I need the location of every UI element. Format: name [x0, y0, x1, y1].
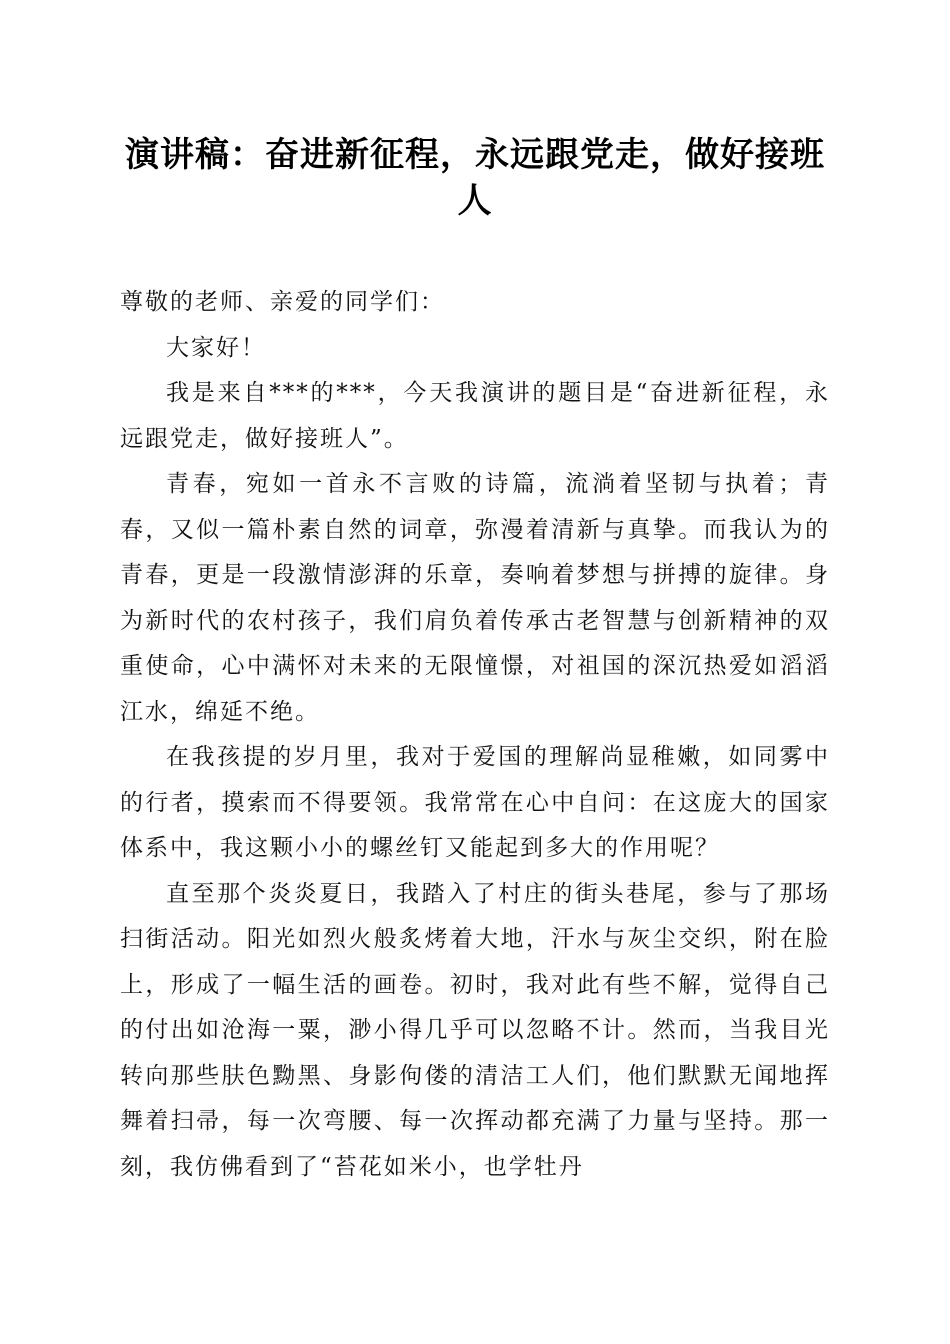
paragraph-introduction: 我是来自***的***，今天我演讲的题目是“奋进新征程，永远跟党走，做好接班人”。 — [120, 380, 830, 452]
salutation: 尊敬的老师、亲爱的同学们： — [120, 289, 445, 315]
paragraph-youth: 青春，宛如一首永不言败的诗篇，流淌着坚韧与执着；青春，又似一篇朴素自然的词章，弥漫着清新与真挚。而我认为的青春，更是一段激情澎湃的乐章，奏响着梦想与拼搏的旋律。身为新时代的农村孩子，我们肩负着传承古老智慧与创新精神的双重使命，心中满怀对未来的无限憧憬，对祖国的深沉热爱如滔滔江水，绵延不绝。 — [120, 471, 830, 725]
paragraph-street-cleaning: 直至那个炎炎夏日，我踏入了村庄的街头巷尾，参与了那场扫街活动。阳光如烈火般炙烤着大地，汗水与灰尘交织，附在脸上，形成了一幅生活的画卷。初时，我对此有些不解，觉得自己的付出如沧海一粟，渺小得几乎可以忽略不计。然而，当我目光转向那些肤色黝黑、身影佝偻的清洁工人们，他们默默无闻地挥舞着扫帚，每一次弯腰、每一次挥动都充满了力量与坚持。那一刻，我仿佛看到了“苔花如米小，也学牡丹 — [120, 880, 830, 1180]
document-body — [120, 280, 830, 1190]
paragraph-childhood: 在我孩提的岁月里，我对于爱国的理解尚显稚嫩，如同雾中的行者，摸索而不得要领。我常常在心中自问：在这庞大的国家体系中，我这颗小小的螺丝钉又能起到多大的作用呢？ — [120, 744, 830, 861]
paragraph-greeting: 大家好！ — [166, 334, 266, 361]
document-title: 演讲稿：奋进新征程，永远跟党走，做好接班人 — [125, 135, 825, 221]
